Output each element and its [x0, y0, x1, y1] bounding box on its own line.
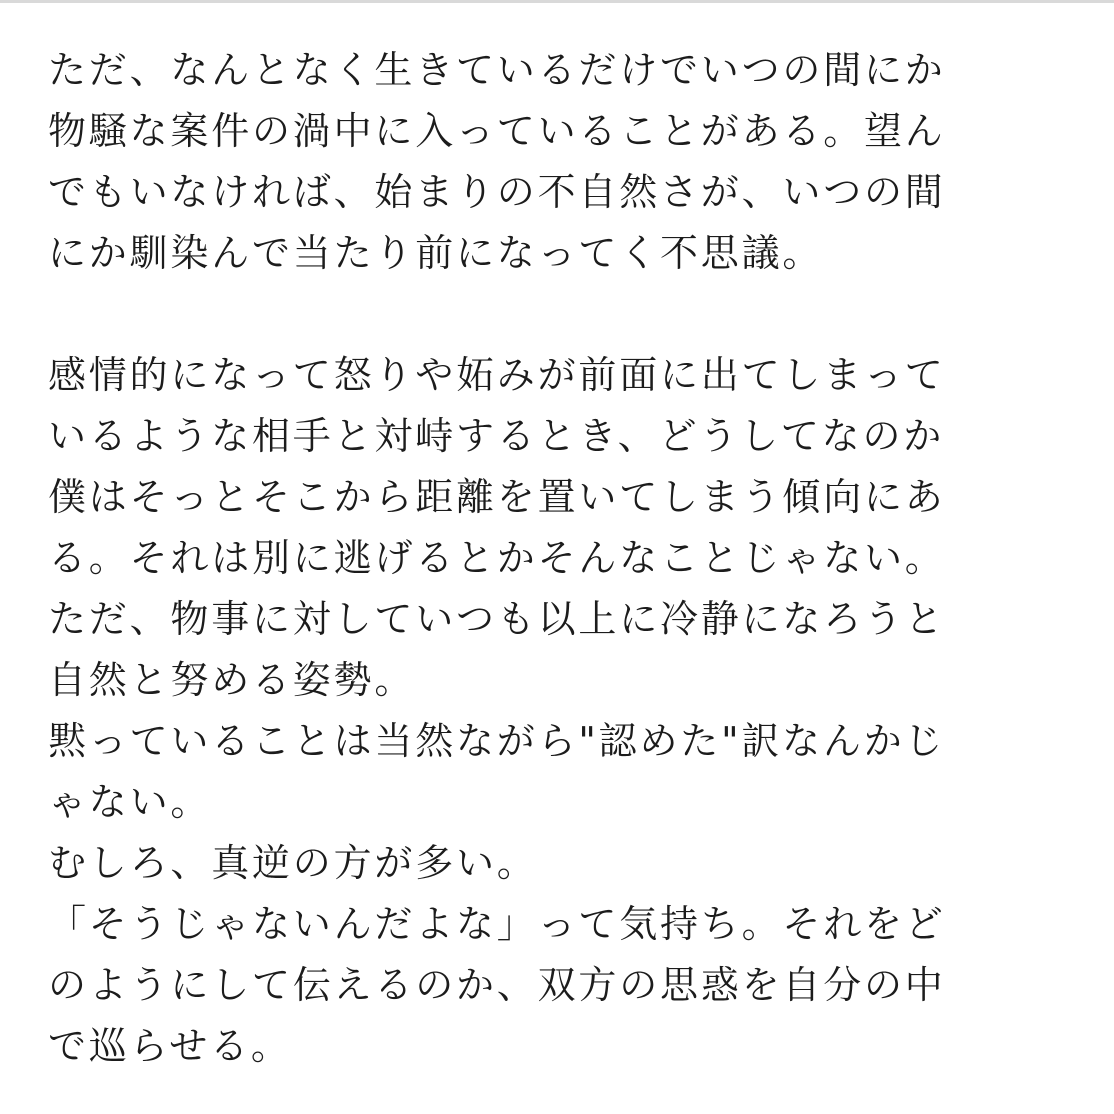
paragraph-gap [48, 284, 1048, 345]
paragraph-1 [48, 40, 1048, 284]
text-line: むしろ、真逆の方が多い。 [48, 841, 538, 885]
text-line: でもいなければ、始まりの不自然さが、いつの間 [48, 170, 946, 214]
text-line: で巡らせる。 [48, 1024, 292, 1068]
top-divider [0, 0, 1114, 3]
article-text [48, 40, 1048, 1077]
text-line: る。それは別に逃げるとかそんなことじゃない。 [48, 536, 946, 580]
text-line: のようにして伝えるのか、双方の思惑を自分の中 [48, 963, 946, 1007]
text-line: いるような相手と対峙するとき、どうしてなのか [48, 414, 945, 458]
text-line: 感情的になって怒りや妬みが前面に出てしまって [48, 353, 946, 397]
text-line: ゃない。 [48, 780, 212, 824]
text-line: 物騒な案件の渦中に入っていることがある。望ん [48, 109, 946, 153]
text-line: 僕はそっとそこから距離を置いてしまう傾向にあ [48, 475, 946, 519]
text-line: ただ、なんとなく生きているだけでいつの間にか [48, 48, 946, 92]
text-line: にか馴染んで当たり前になってく不思議。 [48, 231, 824, 275]
text-line: ただ、物事に対していつも以上に冷静になろうと [48, 597, 946, 641]
paragraph-2 [48, 345, 1048, 1077]
text-line: 自然と努める姿勢。 [48, 658, 416, 702]
text-line: 「そうじゃないんだよな」って気持ち。それをど [48, 902, 946, 946]
text-line: 黙っていることは当然ながら"認めた"訳なんかじ [48, 719, 946, 763]
